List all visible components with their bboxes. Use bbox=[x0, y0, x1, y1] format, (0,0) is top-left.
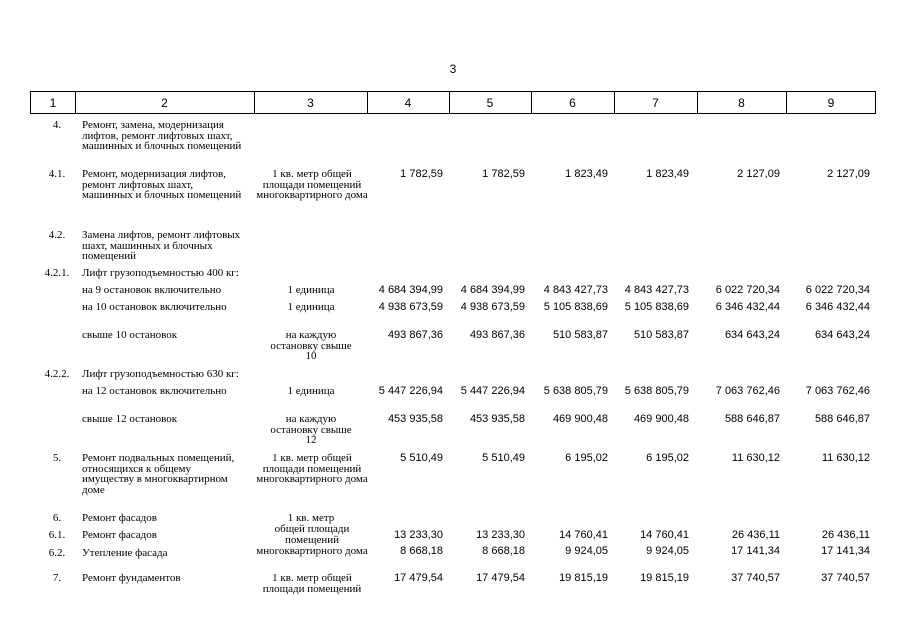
value-col-9: 2 127,09 bbox=[827, 168, 870, 180]
table-row bbox=[0, 413, 905, 446]
value-col-4: 4 684 394,99 bbox=[378, 284, 443, 296]
row-number: 6.2. bbox=[48, 547, 66, 559]
row-name: Лифт грузоподъемностью 630 кг: bbox=[82, 368, 239, 380]
row-name: свыше 10 остановок bbox=[82, 329, 178, 341]
row-name: Лифт грузоподъемностью 400 кг: bbox=[82, 267, 239, 279]
header-cell: 1 bbox=[49, 96, 57, 110]
value-col-9: 7 063 762,46 bbox=[805, 385, 870, 397]
row-number: 4.2.2. bbox=[44, 368, 70, 380]
value-col-7: 5 105 838,69 bbox=[624, 301, 689, 313]
row-unit: 1 единица bbox=[287, 284, 335, 296]
table-row bbox=[0, 329, 905, 362]
value-col-5: 4 684 394,99 bbox=[460, 284, 525, 296]
value-col-9: 6 346 432,44 bbox=[805, 301, 870, 313]
value-col-5: 453 935,58 bbox=[469, 413, 525, 425]
row-unit: на каждую остановку свыше 12 bbox=[270, 413, 352, 446]
value-col-7: 5 638 805,79 bbox=[624, 385, 689, 397]
row-number: 4.2. bbox=[48, 229, 66, 241]
row-number: 4. bbox=[52, 119, 62, 131]
value-col-8: 37 740,57 bbox=[731, 572, 780, 584]
table-row bbox=[0, 545, 905, 559]
value-col-7: 469 900,48 bbox=[633, 413, 689, 425]
value-col-5: 5 510,49 bbox=[482, 452, 525, 464]
header-cell: 3 bbox=[307, 96, 314, 110]
value-col-6: 5 105 838,69 bbox=[543, 301, 608, 313]
value-col-7: 9 924,05 bbox=[646, 545, 689, 557]
header-cell: 7 bbox=[652, 96, 659, 110]
value-col-5: 493 867,36 bbox=[469, 329, 525, 341]
table-row bbox=[0, 229, 905, 262]
value-col-9: 26 436,11 bbox=[821, 529, 870, 541]
table-row bbox=[0, 168, 905, 201]
table-row bbox=[0, 368, 905, 380]
table-row bbox=[0, 523, 905, 546]
value-col-4: 17 479,54 bbox=[394, 572, 443, 584]
row-unit: 1 кв. метр общей площади помещений bbox=[262, 572, 362, 595]
value-col-7: 510 583,87 bbox=[633, 329, 689, 341]
row-number: 6.1. bbox=[48, 529, 66, 541]
page-number: 3 bbox=[449, 62, 457, 76]
row-name: на 9 остановок включительно bbox=[82, 284, 222, 296]
table-row bbox=[0, 452, 905, 496]
table-row bbox=[0, 512, 905, 524]
row-unit: 1 кв. метр общей площади помещений многоквартирного дома bbox=[256, 168, 368, 201]
value-col-6: 510 583,87 bbox=[552, 329, 608, 341]
value-col-6: 14 760,41 bbox=[559, 529, 608, 541]
value-col-8: 2 127,09 bbox=[737, 168, 780, 180]
row-name: свыше 12 остановок bbox=[82, 413, 178, 425]
row-name: на 12 остановок включительно bbox=[82, 385, 227, 397]
value-col-6: 6 195,02 bbox=[565, 452, 608, 464]
table-row bbox=[0, 572, 905, 595]
value-col-4: 4 938 673,59 bbox=[378, 301, 443, 313]
value-col-8: 11 630,12 bbox=[731, 452, 780, 464]
value-col-4: 453 935,58 bbox=[387, 413, 443, 425]
value-col-7: 14 760,41 bbox=[640, 529, 689, 541]
value-col-8: 6 346 432,44 bbox=[715, 301, 780, 313]
table-row bbox=[0, 385, 905, 397]
value-col-6: 469 900,48 bbox=[552, 413, 608, 425]
value-col-6: 1 823,49 bbox=[565, 168, 608, 180]
value-col-8: 7 063 762,46 bbox=[715, 385, 780, 397]
table-header bbox=[30, 91, 876, 114]
value-col-6: 4 843 427,73 bbox=[543, 284, 608, 296]
row-name: Замена лифтов, ремонт лифтовых шахт, машинных и блочных помещений bbox=[82, 229, 241, 262]
table-row bbox=[0, 301, 905, 313]
row-name: Ремонт фасадов bbox=[82, 512, 157, 524]
value-col-7: 19 815,19 bbox=[640, 572, 689, 584]
value-col-8: 634 643,24 bbox=[724, 329, 780, 341]
value-col-8: 17 141,34 bbox=[731, 545, 780, 557]
value-col-8: 6 022 720,34 bbox=[715, 284, 780, 296]
value-col-9: 17 141,34 bbox=[821, 545, 870, 557]
row-unit: общей площади помещений bbox=[274, 523, 350, 546]
row-unit: многоквартирного дома bbox=[256, 545, 368, 557]
table-row bbox=[0, 267, 905, 279]
value-col-5: 17 479,54 bbox=[476, 572, 525, 584]
table-row bbox=[0, 284, 905, 296]
value-col-9: 11 630,12 bbox=[821, 452, 870, 464]
row-unit: на каждую остановку свыше 10 bbox=[270, 329, 352, 362]
row-name: Ремонт, модернизация лифтов, ремонт лифтовых шахт, машинных и блочных помещений bbox=[82, 168, 242, 201]
header-cell: 9 bbox=[827, 96, 835, 110]
value-col-9: 588 646,87 bbox=[814, 413, 870, 425]
value-col-4: 1 782,59 bbox=[400, 168, 443, 180]
value-col-4: 8 668,18 bbox=[400, 545, 443, 557]
row-name: на 10 остановок включительно bbox=[82, 301, 227, 313]
table-row bbox=[0, 119, 905, 152]
row-unit: 1 единица bbox=[287, 301, 335, 313]
header-cell: 5 bbox=[486, 96, 494, 110]
row-name: Ремонт фасадов bbox=[82, 529, 157, 541]
row-unit: 1 кв. метр общей площади помещений многоквартирного дома bbox=[256, 452, 368, 485]
row-number: 4.2.1. bbox=[44, 267, 70, 279]
value-col-6: 19 815,19 bbox=[559, 572, 608, 584]
value-col-5: 5 447 226,94 bbox=[460, 385, 525, 397]
value-col-7: 6 195,02 bbox=[646, 452, 689, 464]
value-col-9: 634 643,24 bbox=[814, 329, 870, 341]
header-cell: 8 bbox=[738, 96, 745, 110]
value-col-9: 37 740,57 bbox=[821, 572, 870, 584]
header-cell: 2 bbox=[161, 96, 168, 110]
value-col-9: 6 022 720,34 bbox=[805, 284, 870, 296]
row-name: Ремонт фундаментов bbox=[82, 572, 181, 584]
value-col-4: 493 867,36 bbox=[387, 329, 443, 341]
value-col-5: 1 782,59 bbox=[482, 168, 525, 180]
row-name: Утепление фасада bbox=[82, 547, 168, 559]
value-col-6: 9 924,05 bbox=[565, 545, 608, 557]
row-unit: 1 единица bbox=[287, 385, 335, 397]
row-number: 6. bbox=[52, 512, 62, 524]
value-col-5: 4 938 673,59 bbox=[460, 301, 525, 313]
row-number: 5. bbox=[52, 452, 62, 464]
value-col-5: 8 668,18 bbox=[482, 545, 525, 557]
row-unit: 1 кв. метр bbox=[287, 512, 335, 524]
row-number: 4.1. bbox=[48, 168, 66, 180]
header-cell: 6 bbox=[569, 96, 576, 110]
value-col-6: 5 638 805,79 bbox=[543, 385, 608, 397]
value-col-8: 588 646,87 bbox=[724, 413, 780, 425]
value-col-4: 5 510,49 bbox=[400, 452, 443, 464]
value-col-4: 13 233,30 bbox=[394, 529, 443, 541]
row-name: Ремонт, замена, модернизация лифтов, ремонт лифтовых шахт, машинных и блочных помещений bbox=[82, 119, 242, 152]
row-number: 7. bbox=[52, 572, 62, 584]
row-name: Ремонт подвальных помещений, относящихся к общему имуществу в многоквартирном доме bbox=[82, 452, 235, 496]
header-cell: 4 bbox=[404, 96, 412, 110]
value-col-7: 1 823,49 bbox=[646, 168, 689, 180]
value-col-7: 4 843 427,73 bbox=[624, 284, 689, 296]
value-col-5: 13 233,30 bbox=[476, 529, 525, 541]
value-col-4: 5 447 226,94 bbox=[378, 385, 443, 397]
value-col-8: 26 436,11 bbox=[731, 529, 780, 541]
